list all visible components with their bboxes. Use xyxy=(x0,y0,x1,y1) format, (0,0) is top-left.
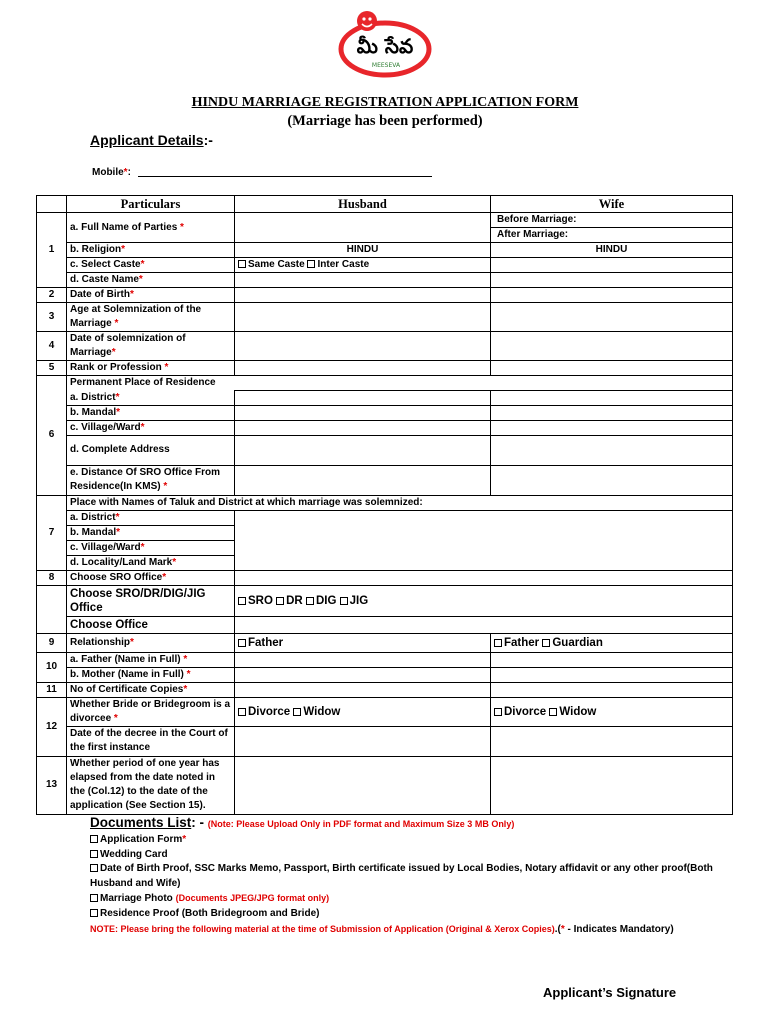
table-row xyxy=(37,616,733,633)
choose-office-field[interactable] xyxy=(235,616,733,633)
required-star: * xyxy=(116,406,121,418)
wife-decree-date-field[interactable] xyxy=(491,726,733,756)
list-item xyxy=(90,891,730,907)
list-item xyxy=(90,848,730,863)
father-name-label xyxy=(67,652,235,667)
required-star: * xyxy=(115,511,120,523)
required-star: * xyxy=(162,571,167,583)
wife-age-field[interactable] xyxy=(491,303,733,332)
wife-mother-name-field[interactable] xyxy=(491,667,733,682)
marriage-photo-label: Marriage Photo xyxy=(100,893,176,905)
row-number: 5 xyxy=(37,361,67,376)
documents-sep: : - xyxy=(191,815,208,830)
wedding-card-checkbox[interactable] xyxy=(90,850,98,858)
wife-certificate-copies-field[interactable] xyxy=(491,682,733,697)
label-text: Rank or Profession xyxy=(70,362,165,373)
required-star: * xyxy=(111,347,116,358)
husband-dob-field[interactable] xyxy=(235,288,491,303)
required-star: * xyxy=(182,834,187,845)
label-text: d. Caste Name xyxy=(70,274,139,285)
dig-label: DIG xyxy=(315,594,337,607)
inter-caste-label: Inter Caste xyxy=(317,259,370,270)
documents-note: (Note: Please Upload Only in PDF format and Maximum Size 3 MB Only) xyxy=(207,819,515,829)
wife-guardian-checkbox[interactable] xyxy=(542,639,550,647)
meeseva-logo xyxy=(333,5,439,79)
row-number: 1 xyxy=(37,213,67,288)
required-star: * xyxy=(183,683,188,695)
husband-header: Husband xyxy=(235,196,491,213)
place-mandal-label xyxy=(67,525,235,540)
place-village-label xyxy=(67,540,235,555)
required-star: * xyxy=(140,259,145,270)
row-number: 3 xyxy=(37,303,67,332)
row-number: 2 xyxy=(37,288,67,303)
row-number: 10 xyxy=(37,652,67,682)
place-district-label xyxy=(67,510,235,525)
wife-divorce-checkbox[interactable] xyxy=(494,708,502,716)
age-label xyxy=(67,303,235,332)
wife-divorce-label: Divorce xyxy=(504,705,547,718)
num-header xyxy=(37,196,67,213)
label-text: b. Religion xyxy=(70,244,122,255)
table-row xyxy=(37,510,733,525)
certificate-copies-label xyxy=(67,682,235,697)
table-row xyxy=(37,303,733,332)
wife-father-name-field[interactable] xyxy=(491,652,733,667)
dr-label: DR xyxy=(286,594,303,607)
application-form-checkbox[interactable] xyxy=(90,835,98,843)
wife-father-label: Father xyxy=(504,636,540,649)
label-text: e. Distance Of SRO Office From Residence(In KMS) xyxy=(70,467,221,492)
husband-complete-address-field[interactable] xyxy=(235,435,491,465)
table-row xyxy=(37,585,733,616)
caste-label xyxy=(67,258,235,273)
husband-age-field[interactable] xyxy=(235,303,491,332)
husband-full-name-field[interactable] xyxy=(235,213,491,243)
wife-father-checkbox[interactable] xyxy=(494,639,502,647)
full-name-label xyxy=(67,213,235,243)
table-row xyxy=(37,376,733,391)
required-star: * xyxy=(121,244,126,255)
table-row xyxy=(37,726,733,756)
required-star: * xyxy=(130,636,134,648)
jig-checkbox[interactable] xyxy=(340,597,348,605)
relationship-label xyxy=(67,633,235,652)
table-row xyxy=(37,633,733,652)
table-row xyxy=(37,756,733,814)
wife-one-year-elapsed-field[interactable] xyxy=(491,756,733,814)
wedding-card-label: Wedding Card xyxy=(100,848,168,860)
before-marriage-field[interactable]: Before Marriage: xyxy=(491,213,732,228)
form-title: HINDU MARRIAGE REGISTRATION APPLICATION FORM xyxy=(191,95,579,110)
husband-certificate-copies-field[interactable] xyxy=(235,682,491,697)
sro-office-label xyxy=(67,570,235,585)
label-text: Date of solemnization of Marriage xyxy=(70,333,186,358)
table-row xyxy=(37,243,733,258)
wife-header: Wife xyxy=(491,196,733,213)
husband-father-checkbox[interactable] xyxy=(238,639,246,647)
dob-proof-checkbox[interactable] xyxy=(90,864,98,872)
table-row xyxy=(37,405,733,420)
required-star: * xyxy=(172,556,177,568)
dr-checkbox[interactable] xyxy=(276,597,284,605)
row-number: 7 xyxy=(37,495,67,570)
wife-religion-value: HINDU xyxy=(491,243,733,258)
row-number: 9 xyxy=(37,633,67,652)
label-text: Choose SRO Office xyxy=(70,571,163,583)
table-row xyxy=(37,420,733,435)
husband-divorce-checkbox[interactable] xyxy=(238,708,246,716)
list-item xyxy=(90,907,730,922)
label-text: d. Locality/Land Mark xyxy=(70,556,173,568)
label-text: a. Full Name of Parties xyxy=(70,221,181,233)
required-star: * xyxy=(116,526,121,538)
wife-residence-mandal-field[interactable] xyxy=(491,405,733,420)
husband-residence-mandal-field[interactable] xyxy=(235,405,491,420)
table-row xyxy=(37,570,733,585)
same-caste-label: Same Caste xyxy=(248,259,305,270)
label-text: a. Father (Name in Full) xyxy=(70,653,184,665)
application-form-label: Application Form xyxy=(100,834,183,845)
required-star: * xyxy=(186,668,191,680)
required-star: * xyxy=(113,712,118,724)
final-note-text: NOTE: Please bring the following material at the time of Submission of Application (Original & Xerox Copies) xyxy=(90,923,555,934)
wife-widow-checkbox[interactable] xyxy=(549,708,557,716)
residence-mandal-label xyxy=(67,405,235,420)
table-row xyxy=(37,332,733,361)
row-number: 13 xyxy=(37,756,67,814)
marriage-photo-note: (Documents JPEG/JPG format only) xyxy=(175,893,330,904)
table-row xyxy=(37,273,733,288)
wife-guardian-label: Guardian xyxy=(552,636,603,649)
required-star: * xyxy=(138,274,143,285)
husband-relationship-options xyxy=(235,633,491,652)
applicant-details-suffix: :- xyxy=(203,132,213,148)
table-row xyxy=(37,258,733,273)
label-text: a. District xyxy=(70,511,116,523)
required-star: * xyxy=(123,167,128,178)
wife-caste-field[interactable] xyxy=(491,258,733,273)
logo-text: మీ సేవ xyxy=(356,34,414,58)
wife-divorcee-options xyxy=(491,697,733,726)
after-marriage-field[interactable]: After Marriage: xyxy=(497,229,569,240)
required-star: * xyxy=(130,289,134,300)
required-star: * xyxy=(140,541,145,553)
choose-office-type-label: Choose SRO/DR/DIG/JIG Office xyxy=(67,585,235,616)
marriage-photo-checkbox[interactable] xyxy=(90,894,98,902)
final-note-end: - Indicates Mandatory) xyxy=(564,923,674,935)
row-number: 4 xyxy=(37,332,67,361)
label-text: b. Mandal xyxy=(70,526,117,538)
table-row xyxy=(37,465,733,495)
same-caste-checkbox[interactable] xyxy=(238,260,246,268)
wife-sro-distance-field[interactable] xyxy=(491,465,733,495)
wife-widow-label: Widow xyxy=(559,705,597,718)
list-item xyxy=(90,833,730,848)
applicant-signature-label: Applicant’s Signature xyxy=(543,985,677,1000)
table-row xyxy=(37,391,733,406)
residence-village-label xyxy=(67,420,235,435)
table-row xyxy=(37,682,733,697)
row-number: 11 xyxy=(37,682,67,697)
required-star: * xyxy=(180,221,184,233)
wife-dob-field[interactable] xyxy=(491,288,733,303)
solemnization-date-label xyxy=(67,332,235,361)
table-row xyxy=(37,288,733,303)
row-number-blank xyxy=(37,585,67,633)
dob-proof-label: Date of Birth Proof, SSC Marks Memo, Passport, Birth certificate issued by Local Bodies, Notary affidavit or any other proof(Both Husband and Wife) xyxy=(90,863,713,889)
mobile-field[interactable] xyxy=(138,176,432,177)
husband-father-label: Father xyxy=(248,636,284,649)
husband-father-name-field[interactable] xyxy=(235,652,491,667)
office-type-options xyxy=(235,585,733,616)
table-row xyxy=(37,652,733,667)
inter-caste-checkbox[interactable] xyxy=(307,260,315,268)
caste-options xyxy=(235,258,491,273)
husband-divorce-label: Divorce xyxy=(248,705,291,718)
form-subtitle: (Marriage has been performed) xyxy=(287,113,483,129)
label-text: c. Select Caste xyxy=(70,259,141,270)
one-year-elapsed-label: Whether period of one year has elapsed from the date noted in the (Col.12) to the date of the application (See Section 15). xyxy=(67,756,235,814)
husband-residence-village-field[interactable] xyxy=(235,420,491,435)
mother-name-label xyxy=(67,667,235,682)
husband-one-year-elapsed-field[interactable] xyxy=(235,756,491,814)
label-text: c. Village/Ward xyxy=(70,421,141,433)
registration-table xyxy=(36,195,733,815)
required-star: * xyxy=(114,318,119,329)
mobile-label-text: Mobile xyxy=(92,167,124,178)
mobile-label xyxy=(92,167,131,178)
wife-relationship-options xyxy=(491,633,733,652)
label-text: Whether Bride or Bridegroom is a divorcee xyxy=(70,698,231,724)
husband-sro-distance-field[interactable] xyxy=(235,465,491,495)
sro-checkbox[interactable] xyxy=(238,597,246,605)
table-row xyxy=(37,361,733,376)
husband-decree-date-field[interactable] xyxy=(235,726,491,756)
required-star: * xyxy=(560,923,565,935)
table-row xyxy=(37,213,733,243)
solemnized-place-heading: Place with Names of Taluk and District at which marriage was solemnized: xyxy=(67,495,733,510)
required-star: * xyxy=(115,391,120,403)
decree-date-label: Date of the decree in the Court of the first instance xyxy=(67,726,235,756)
required-star: * xyxy=(163,481,168,492)
label-text: c. Village/Ward xyxy=(70,541,141,553)
row-number: 8 xyxy=(37,570,67,585)
wife-profession-field[interactable] xyxy=(491,361,733,376)
sro-label: SRO xyxy=(248,594,273,607)
label-text: No of Certificate Copies xyxy=(70,683,184,695)
table-header-row xyxy=(37,196,733,213)
required-star: * xyxy=(183,653,188,665)
husband-religion-value: HINDU xyxy=(235,243,491,258)
required-star: * xyxy=(164,362,169,373)
wife-full-name-cell xyxy=(491,213,733,243)
label-text: b. Mandal xyxy=(70,406,117,418)
sro-distance-label xyxy=(67,465,235,495)
label-text: b. Mother (Name in Full) xyxy=(70,668,187,680)
dig-checkbox[interactable] xyxy=(306,597,314,605)
applicant-details-heading xyxy=(90,132,213,148)
husband-profession-field[interactable] xyxy=(235,361,491,376)
particulars-header: Particulars xyxy=(67,196,235,213)
jig-label: JIG xyxy=(349,594,369,607)
documents-section xyxy=(90,814,730,937)
husband-mother-name-field[interactable] xyxy=(235,667,491,682)
label-text: Relationship xyxy=(70,636,131,648)
label-text: Date of Birth xyxy=(70,289,130,300)
wife-residence-district-field[interactable] xyxy=(491,391,733,406)
applicant-details-label: Applicant Details xyxy=(90,132,204,148)
husband-divorcee-options xyxy=(235,697,491,726)
documents-heading xyxy=(90,814,730,833)
table-row xyxy=(37,667,733,682)
husband-widow-checkbox[interactable] xyxy=(293,708,301,716)
final-note xyxy=(90,922,730,938)
dob-label xyxy=(67,288,235,303)
residence-heading: Permanent Place of Residence xyxy=(67,376,733,391)
label-text: Age at Solemnization of the Marriage xyxy=(70,304,202,329)
wife-solemnization-date-field[interactable] xyxy=(491,332,733,361)
table-row xyxy=(37,697,733,726)
profession-label xyxy=(67,361,235,376)
residence-district-label xyxy=(67,391,235,406)
husband-caste-name-field[interactable] xyxy=(235,273,491,288)
residence-proof-checkbox[interactable] xyxy=(90,909,98,917)
religion-label xyxy=(67,243,235,258)
residence-proof-label: Residence Proof (Both Bridegroom and Bride) xyxy=(100,907,320,919)
complete-address-label: d. Complete Address xyxy=(67,435,235,465)
sro-office-field[interactable] xyxy=(235,570,733,585)
husband-residence-district-field[interactable] xyxy=(235,391,491,406)
wife-caste-name-field[interactable] xyxy=(491,273,733,288)
divorcee-label xyxy=(67,697,235,726)
husband-solemnization-date-field[interactable] xyxy=(235,332,491,361)
label-text: a. District xyxy=(70,391,116,403)
final-note-punct: .( xyxy=(554,923,561,935)
documents-title: Documents List xyxy=(90,815,192,830)
row-number: 12 xyxy=(37,697,67,756)
wife-complete-address-field[interactable] xyxy=(491,435,733,465)
logo-subtext: MEESEVA xyxy=(371,62,401,69)
required-star: * xyxy=(140,421,145,433)
row-number: 6 xyxy=(37,376,67,496)
husband-widow-label: Widow xyxy=(303,705,341,718)
place-locality-label xyxy=(67,555,235,570)
wife-residence-village-field[interactable] xyxy=(491,420,733,435)
caste-name-label xyxy=(67,273,235,288)
choose-office-label: Choose Office xyxy=(67,616,235,633)
mobile-colon: : xyxy=(127,167,131,178)
solemnized-place-field[interactable] xyxy=(235,510,733,570)
list-item xyxy=(90,862,730,891)
table-row xyxy=(37,495,733,510)
table-row xyxy=(37,435,733,465)
